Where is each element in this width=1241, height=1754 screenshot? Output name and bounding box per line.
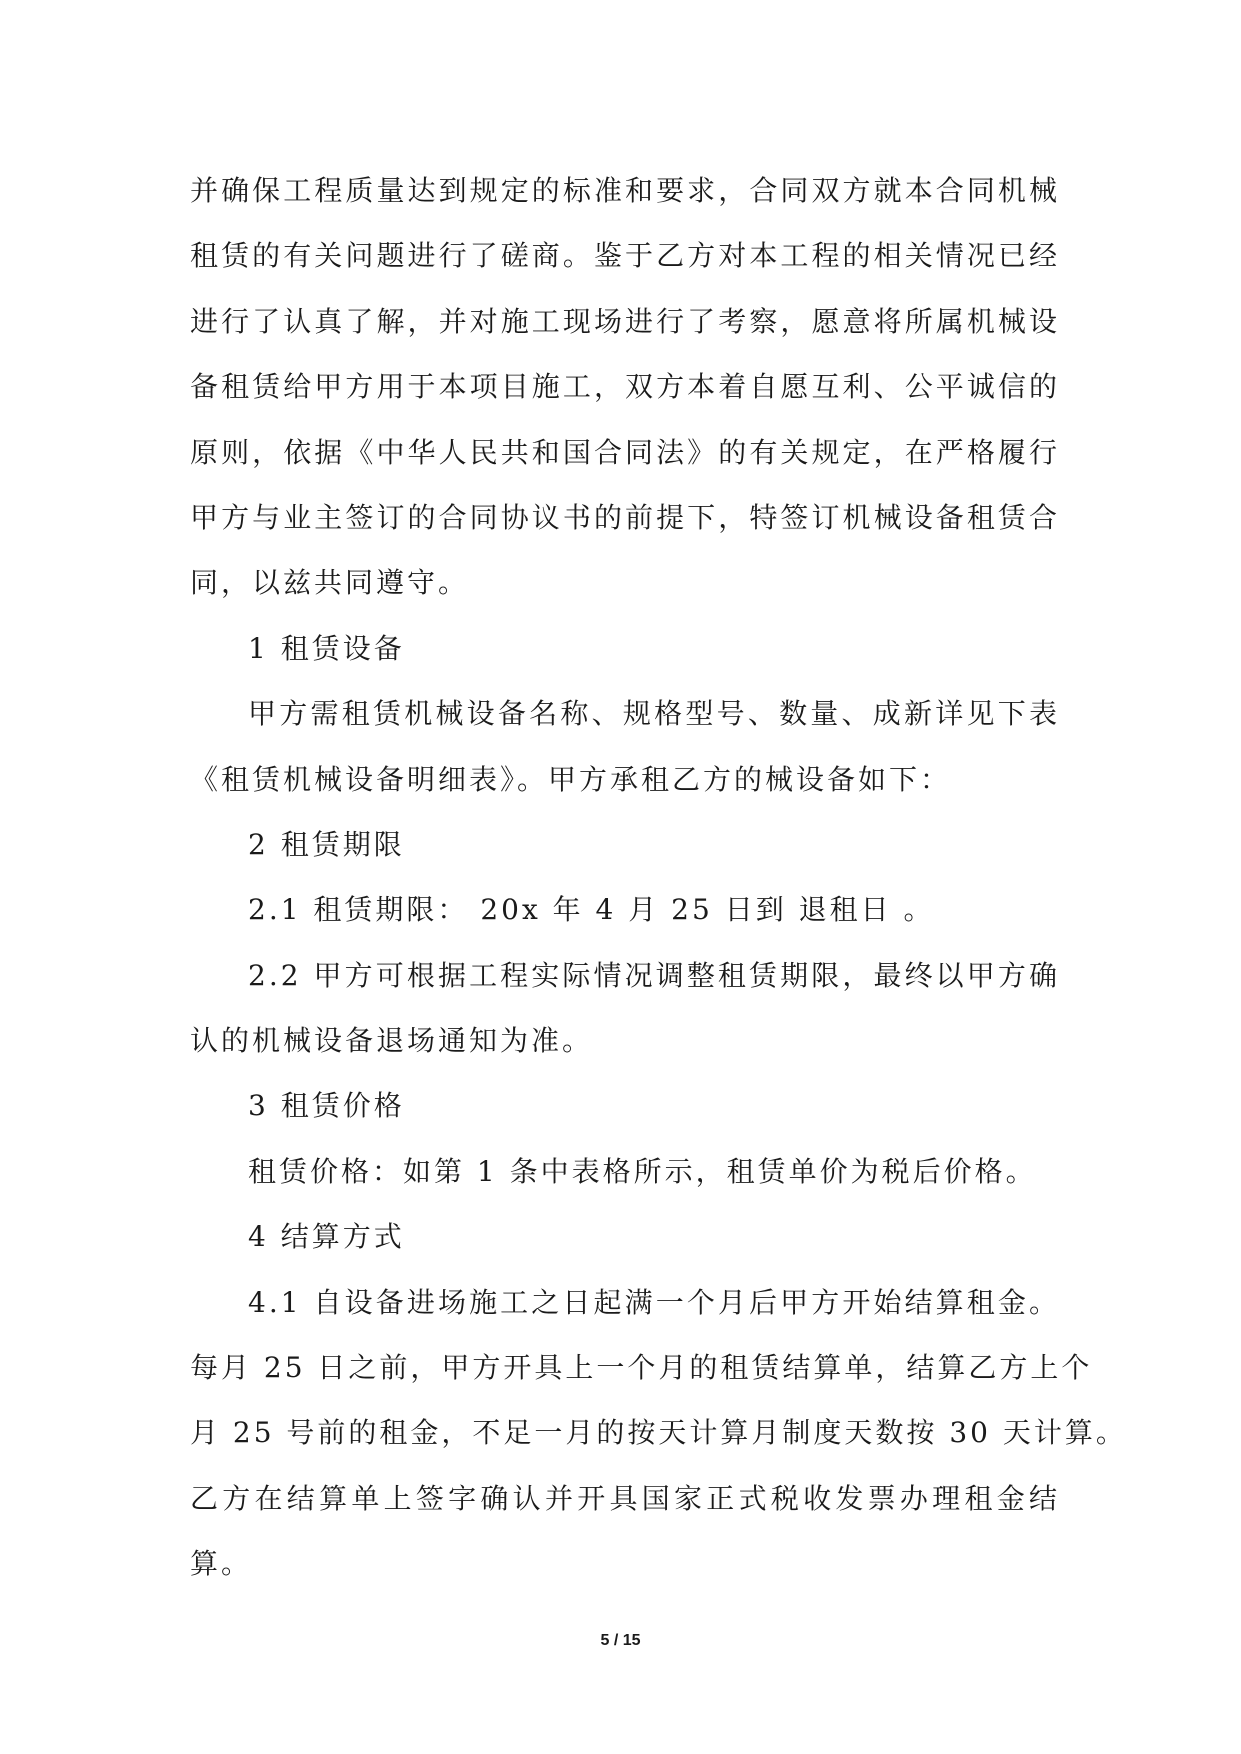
text-line: 备租赁给甲方用于本项目施工，双方本着自愿互利、公平诚信的	[190, 370, 1060, 404]
text-line: 租赁的有关问题进行了磋商。鉴于乙方对本工程的相关情况已经	[190, 239, 1060, 273]
body-text	[190, 158, 1127, 1597]
text-line: 2.1 租赁期限： 20x 年 4 月 25 日到 退租日 。	[248, 893, 935, 927]
text-line: 乙方在结算单上签字确认并开具国家正式税收发票办理租金结	[190, 1481, 1060, 1515]
text-line: 原则，依据《中华人民共和国合同法》的有关规定，在严格履行	[190, 435, 1060, 469]
text-line: 月 25 号前的租金，不足一月的按天计算月制度天数按 30 天计算。	[190, 1416, 1127, 1450]
text-line: 甲方与业主签订的合同协议书的前提下，特签订机械设备租赁合	[190, 500, 1060, 534]
text-line: 《租赁机械设备明细表》。甲方承租乙方的械设备如下：	[190, 762, 952, 796]
section-heading: 3 租赁价格	[248, 1089, 405, 1123]
text-line: 并确保工程质量达到规定的标准和要求，合同双方就本合同机械	[190, 174, 1060, 207]
text-line: 同，以兹共同遵守。	[190, 566, 470, 600]
text-line: 甲方需租赁机械设备名称、规格型号、数量、成新详见下表	[248, 697, 1060, 731]
section-heading: 2 租赁期限	[248, 827, 405, 861]
text-line: 算。	[190, 1547, 253, 1581]
text-line: 认的机械设备退场通知为准。	[190, 1024, 594, 1058]
text-line: 租赁价格：如第 1 条中表格所示，租赁单价为税后价格。	[248, 1154, 1037, 1188]
section-heading: 4 结算方式	[248, 1220, 405, 1254]
text-line: 2.2 甲方可根据工程实际情况调整租赁期限，最终以甲方确	[248, 958, 1060, 992]
text-line: 4.1 自设备进场施工之日起满一个月后甲方开始结算租金。	[248, 1285, 1060, 1319]
text-line: 进行了认真了解，并对施工现场进行了考察，愿意将所属机械设	[190, 304, 1060, 338]
page-number: 5 / 15	[600, 1632, 641, 1649]
section-heading: 1 租赁设备	[248, 631, 405, 665]
text-line: 每月 25 日之前，甲方开具上一个月的租赁结算单，结算乙方上个	[190, 1351, 1093, 1385]
